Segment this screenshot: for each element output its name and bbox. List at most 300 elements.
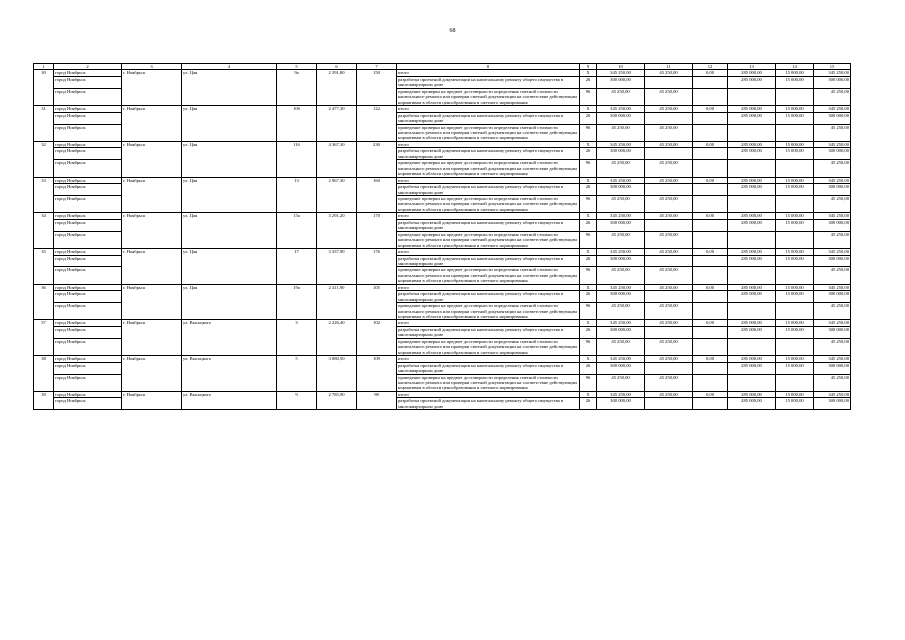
street-cell: ул. Цая: [182, 106, 277, 142]
amount-cell: 15 000,00: [776, 291, 814, 303]
amount-cell: 300 000,00: [814, 362, 851, 374]
house-cell: 9: [277, 391, 317, 409]
amount-cell: [693, 291, 728, 303]
amount-cell: 345 250,00: [814, 213, 851, 219]
work-type-cell: проведение проверки на предмет достоверности определения сметной стоимости капитального ремонта или проверки сметной документации на соответствие действующим нормативам в области ценообразования и сметного нормирования: [397, 160, 580, 177]
amount-cell: 285 000,00: [728, 362, 776, 374]
amount-cell: [693, 267, 728, 284]
house-cell: 10б: [277, 106, 317, 142]
municipality-cell: город Ноябрьск: [54, 338, 122, 355]
amount-cell: [645, 398, 693, 410]
municipality-cell: город Ноябрьск: [54, 398, 122, 410]
amount-cell: 45 250,00: [597, 267, 645, 284]
work-type-cell: итого: [397, 106, 580, 112]
street-cell: ул. Высоцкого: [182, 320, 277, 356]
amount-cell: [693, 338, 728, 355]
amount-cell: [645, 184, 693, 196]
municipality-cell: город Ноябрьск: [54, 326, 122, 338]
residents-cell: 109: [357, 356, 397, 392]
work-type-cell: итого: [397, 391, 580, 397]
amount-cell: 0,00: [693, 106, 728, 112]
amount-cell: 15 000,00: [776, 213, 814, 219]
amount-cell: 15 000,00: [776, 320, 814, 326]
municipality-cell: город Ноябрьск: [54, 112, 122, 124]
code-cell: 26: [580, 148, 597, 160]
amount-cell: 45 250,00: [645, 249, 693, 255]
amount-cell: 15 000,00: [776, 184, 814, 196]
municipality-cell: город Ноябрьск: [54, 284, 122, 290]
work-type-cell: разработка проектной документации на капитальному ремонту общего имущества в многоквартирном доме: [397, 398, 580, 410]
amount-cell: [693, 184, 728, 196]
amount-cell: 345 250,00: [597, 213, 645, 219]
amount-cell: 285 000,00: [728, 249, 776, 255]
work-type-cell: разработка проектной документации на капитальному ремонту общего имущества в многоквартирном доме: [397, 148, 580, 160]
amount-cell: 300 000,00: [814, 326, 851, 338]
street-cell: ул. Высоцкого: [182, 356, 277, 392]
amount-cell: 285 000,00: [728, 320, 776, 326]
work-type-cell: разработка проектной документации на капитальному ремонту общего имущества в многоквартирном доме: [397, 219, 580, 231]
amount-cell: 15 000,00: [776, 219, 814, 231]
locality-cell: г. Ноябрьск: [122, 70, 182, 106]
work-type-cell: итого: [397, 320, 580, 326]
area-cell: 3 080,50: [317, 356, 357, 392]
code-cell: Х: [580, 391, 597, 397]
code-cell: 26: [580, 326, 597, 338]
amount-cell: 0,00: [693, 177, 728, 183]
amount-cell: [693, 255, 728, 267]
residents-cell: 105: [357, 284, 397, 320]
municipality-cell: город Ноябрьск: [54, 160, 122, 177]
amount-cell: [693, 160, 728, 177]
amount-cell: [776, 338, 814, 355]
street-cell: ул. Цая: [182, 249, 277, 285]
amount-cell: 345 250,00: [814, 249, 851, 255]
code-cell: 96: [580, 88, 597, 105]
amount-cell: [728, 303, 776, 320]
column-number: 13: [728, 64, 776, 70]
municipality-cell: город Ноябрьск: [54, 362, 122, 374]
row-number: 30: [34, 70, 54, 106]
amount-cell: 45 250,00: [645, 374, 693, 391]
column-number: 11: [645, 64, 693, 70]
amount-cell: 285 000,00: [728, 112, 776, 124]
house-cell: 17: [277, 249, 317, 285]
residents-cell: 170: [357, 213, 397, 249]
amount-cell: [728, 124, 776, 141]
amount-cell: 285 000,00: [728, 141, 776, 147]
work-type-cell: итого: [397, 356, 580, 362]
municipality-cell: город Ноябрьск: [54, 213, 122, 219]
row-number: 35: [34, 249, 54, 285]
house-cell: 15а: [277, 213, 317, 249]
municipality-cell: город Ноябрьск: [54, 70, 122, 76]
amount-cell: [728, 88, 776, 105]
amount-cell: [728, 267, 776, 284]
work-type-cell: итого: [397, 284, 580, 290]
amount-cell: 0,00: [693, 391, 728, 397]
column-number: 6: [317, 64, 357, 70]
amount-cell: [776, 160, 814, 177]
column-number: 3: [122, 64, 182, 70]
row-number: 31: [34, 106, 54, 142]
column-number: 10: [597, 64, 645, 70]
area-cell: 3 291,20: [317, 213, 357, 249]
amount-cell: [693, 398, 728, 410]
code-cell: Х: [580, 356, 597, 362]
amount-cell: 0,00: [693, 356, 728, 362]
amount-cell: [645, 362, 693, 374]
amount-cell: 345 250,00: [814, 356, 851, 362]
amount-cell: [693, 195, 728, 212]
code-cell: 96: [580, 267, 597, 284]
amount-cell: 45 250,00: [597, 160, 645, 177]
row-number: 32: [34, 141, 54, 177]
amount-cell: 15 000,00: [776, 76, 814, 88]
amount-cell: 345 250,00: [597, 249, 645, 255]
amount-cell: 345 250,00: [597, 320, 645, 326]
code-cell: 96: [580, 231, 597, 248]
code-cell: 26: [580, 219, 597, 231]
amount-cell: [776, 231, 814, 248]
amount-cell: [645, 112, 693, 124]
work-type-cell: разработка проектной документации на капитальному ремонту общего имущества в многоквартирном доме: [397, 112, 580, 124]
residents-cell: 150: [357, 70, 397, 106]
amount-cell: 45 250,00: [645, 124, 693, 141]
amount-cell: [693, 362, 728, 374]
amount-cell: 15 000,00: [776, 326, 814, 338]
area-cell: 2 967,30: [317, 177, 357, 213]
amount-cell: 45 250,00: [814, 231, 851, 248]
municipality-cell: город Ноябрьск: [54, 195, 122, 212]
code-cell: 96: [580, 124, 597, 141]
work-type-cell: итого: [397, 213, 580, 219]
work-type-cell: разработка проектной документации на капитальному ремонту общего имущества в многоквартирном доме: [397, 362, 580, 374]
amount-cell: 345 250,00: [597, 356, 645, 362]
amount-cell: 45 250,00: [645, 338, 693, 355]
amount-cell: 300 000,00: [597, 219, 645, 231]
house-cell: 9а: [277, 70, 317, 106]
amount-cell: [728, 195, 776, 212]
amount-cell: 345 250,00: [597, 106, 645, 112]
amount-cell: 15 000,00: [776, 284, 814, 290]
area-cell: 2 391,80: [317, 70, 357, 106]
municipality-cell: город Ноябрьск: [54, 76, 122, 88]
municipality-cell: город Ноябрьск: [54, 141, 122, 147]
amount-cell: [776, 374, 814, 391]
amount-cell: 15 000,00: [776, 141, 814, 147]
house-cell: 11б: [277, 141, 317, 177]
amount-cell: 45 250,00: [645, 320, 693, 326]
amount-cell: 300 000,00: [597, 76, 645, 88]
work-type-cell: проведение проверки на предмет достоверности определения сметной стоимости капитального ремонта или проверки сметной документации на соответствие действующим нормативам в области ценообразования и сметного нормирования: [397, 267, 580, 284]
locality-cell: г. Ноябрьск: [122, 320, 182, 356]
amount-cell: 45 250,00: [597, 338, 645, 355]
amount-cell: [645, 76, 693, 88]
municipality-cell: город Ноябрьск: [54, 88, 122, 105]
amount-cell: 45 250,00: [645, 303, 693, 320]
work-type-cell: разработка проектной документации на капитальному ремонту общего имущества в многоквартирном доме: [397, 326, 580, 338]
amount-cell: [728, 338, 776, 355]
amount-cell: 45 250,00: [645, 177, 693, 183]
amount-cell: 45 250,00: [645, 160, 693, 177]
residents-cell: 160: [357, 177, 397, 213]
amount-cell: [728, 374, 776, 391]
amount-cell: 45 250,00: [814, 160, 851, 177]
row-number: 39: [34, 391, 54, 409]
amount-cell: 15 000,00: [776, 177, 814, 183]
street-cell: ул. Цая: [182, 70, 277, 106]
house-cell: 5: [277, 356, 317, 392]
code-cell: 26: [580, 255, 597, 267]
amount-cell: 285 000,00: [728, 291, 776, 303]
amount-cell: 300 000,00: [814, 398, 851, 410]
amount-cell: [693, 374, 728, 391]
work-type-cell: проведение проверки на предмет достоверности определения сметной стоимости капитального ремонта или проверки сметной документации на соответствие действующим нормативам в области ценообразования и сметного нормирования: [397, 231, 580, 248]
amount-cell: [693, 148, 728, 160]
municipality-cell: город Ноябрьск: [54, 231, 122, 248]
area-cell: 2 477,30: [317, 106, 357, 142]
amount-cell: 45 250,00: [597, 303, 645, 320]
amount-cell: 45 250,00: [814, 374, 851, 391]
residents-cell: 102: [357, 320, 397, 356]
municipality-cell: город Ноябрьск: [54, 356, 122, 362]
street-cell: ул. Цая: [182, 213, 277, 249]
amount-cell: 300 000,00: [597, 255, 645, 267]
amount-cell: 300 000,00: [814, 219, 851, 231]
amount-cell: 345 250,00: [814, 320, 851, 326]
row-number: 38: [34, 356, 54, 392]
amount-cell: 45 250,00: [645, 391, 693, 397]
code-cell: 26: [580, 76, 597, 88]
area-cell: 2 785,90: [317, 391, 357, 409]
amount-cell: 300 000,00: [597, 291, 645, 303]
municipality-cell: город Ноябрьск: [54, 219, 122, 231]
code-cell: 26: [580, 362, 597, 374]
amount-cell: [776, 88, 814, 105]
amount-cell: 0,00: [693, 213, 728, 219]
amount-cell: [693, 124, 728, 141]
amount-cell: [645, 148, 693, 160]
amount-cell: 45 250,00: [645, 213, 693, 219]
row-number: 34: [34, 213, 54, 249]
municipality-cell: город Ноябрьск: [54, 374, 122, 391]
work-type-cell: проведение проверки на предмет достоверности определения сметной стоимости капитального ремонта или проверки сметной документации на соответствие действующим нормативам в области ценообразования и сметного нормирования: [397, 374, 580, 391]
amount-cell: 285 000,00: [728, 177, 776, 183]
municipality-cell: город Ноябрьск: [54, 303, 122, 320]
amount-cell: 15 000,00: [776, 148, 814, 160]
work-type-cell: разработка проектной документации на капитальному ремонту общего имущества в многоквартирном доме: [397, 76, 580, 88]
amount-cell: 300 000,00: [597, 362, 645, 374]
amount-cell: 300 000,00: [597, 148, 645, 160]
municipality-cell: город Ноябрьск: [54, 291, 122, 303]
amount-cell: 0,00: [693, 284, 728, 290]
house-cell: 13: [277, 177, 317, 213]
locality-cell: г. Ноябрьск: [122, 391, 182, 409]
amount-cell: [645, 255, 693, 267]
amount-cell: 15 000,00: [776, 398, 814, 410]
code-cell: Х: [580, 106, 597, 112]
municipality-cell: город Ноябрьск: [54, 177, 122, 183]
amount-cell: [645, 219, 693, 231]
amount-cell: 300 000,00: [814, 112, 851, 124]
amount-cell: 45 250,00: [645, 284, 693, 290]
work-type-cell: итого: [397, 70, 580, 76]
amount-cell: 45 250,00: [814, 195, 851, 212]
amount-cell: 285 000,00: [728, 70, 776, 76]
column-number: 12: [693, 64, 728, 70]
amount-cell: 45 250,00: [597, 231, 645, 248]
amount-cell: 300 000,00: [814, 148, 851, 160]
row-number: 36: [34, 284, 54, 320]
page-number: 68: [449, 28, 456, 34]
amount-cell: [693, 303, 728, 320]
amount-cell: 45 250,00: [645, 88, 693, 105]
amount-cell: [728, 231, 776, 248]
amount-cell: [645, 326, 693, 338]
code-cell: 96: [580, 338, 597, 355]
amount-cell: 45 250,00: [645, 231, 693, 248]
amount-cell: 345 250,00: [814, 106, 851, 112]
work-type-cell: итого: [397, 249, 580, 255]
amount-cell: 285 000,00: [728, 76, 776, 88]
amount-cell: 345 250,00: [814, 141, 851, 147]
amount-cell: 345 250,00: [814, 391, 851, 397]
code-cell: 96: [580, 195, 597, 212]
municipality-cell: город Ноябрьск: [54, 391, 122, 397]
amount-cell: 15 000,00: [776, 255, 814, 267]
code-cell: Х: [580, 320, 597, 326]
amount-cell: 15 000,00: [776, 106, 814, 112]
amount-cell: 45 250,00: [597, 124, 645, 141]
amount-cell: 300 000,00: [597, 184, 645, 196]
amount-cell: [728, 160, 776, 177]
amount-cell: 15 000,00: [776, 249, 814, 255]
locality-cell: г. Ноябрьск: [122, 141, 182, 177]
amount-cell: 345 250,00: [814, 177, 851, 183]
street-cell: ул. Цая: [182, 284, 277, 320]
amount-cell: 45 250,00: [645, 267, 693, 284]
amount-cell: 285 000,00: [728, 326, 776, 338]
amount-cell: [693, 326, 728, 338]
code-cell: 96: [580, 160, 597, 177]
municipality-cell: город Ноябрьск: [54, 320, 122, 326]
code-cell: Х: [580, 284, 597, 290]
locality-cell: г. Ноябрьск: [122, 356, 182, 392]
amount-cell: [776, 303, 814, 320]
residents-cell: 122: [357, 106, 397, 142]
amount-cell: 15 000,00: [776, 391, 814, 397]
amount-cell: 0,00: [693, 70, 728, 76]
amount-cell: 285 000,00: [728, 391, 776, 397]
municipality-cell: город Ноябрьск: [54, 106, 122, 112]
work-type-cell: проведение проверки на предмет достоверности определения сметной стоимости капитального ремонта или проверки сметной документации на соответствие действующим нормативам в области ценообразования и сметного нормирования: [397, 195, 580, 212]
amount-cell: 45 250,00: [597, 88, 645, 105]
work-type-cell: итого: [397, 177, 580, 183]
amount-cell: 285 000,00: [728, 213, 776, 219]
amount-cell: 300 000,00: [597, 326, 645, 338]
amount-cell: [776, 195, 814, 212]
code-cell: 26: [580, 291, 597, 303]
code-cell: Х: [580, 213, 597, 219]
code-cell: Х: [580, 70, 597, 76]
amount-cell: 45 250,00: [645, 195, 693, 212]
amount-cell: 15 000,00: [776, 112, 814, 124]
street-cell: ул. Высоцкого: [182, 391, 277, 409]
column-number: 15: [814, 64, 851, 70]
amount-cell: 45 250,00: [814, 267, 851, 284]
amount-cell: 15 000,00: [776, 362, 814, 374]
amount-cell: 285 000,00: [728, 148, 776, 160]
work-type-cell: разработка проектной документации на капитальному ремонту общего имущества в многоквартирном доме: [397, 184, 580, 196]
amount-cell: [693, 76, 728, 88]
column-number: 8: [397, 64, 580, 70]
amount-cell: 45 250,00: [645, 141, 693, 147]
area-cell: 2 226,40: [317, 320, 357, 356]
code-cell: 26: [580, 184, 597, 196]
municipality-cell: город Ноябрьск: [54, 249, 122, 255]
amount-cell: 285 000,00: [728, 219, 776, 231]
amount-cell: [776, 124, 814, 141]
column-number: 14: [776, 64, 814, 70]
amount-cell: 345 250,00: [597, 70, 645, 76]
column-number: 4: [182, 64, 277, 70]
amount-cell: 45 250,00: [645, 356, 693, 362]
locality-cell: г. Ноябрьск: [122, 249, 182, 285]
code-cell: 26: [580, 398, 597, 410]
amount-cell: 345 250,00: [597, 141, 645, 147]
amount-cell: 0,00: [693, 249, 728, 255]
amount-cell: 345 250,00: [814, 284, 851, 290]
amount-cell: 45 250,00: [597, 195, 645, 212]
column-number: 2: [54, 64, 122, 70]
row-number: 37: [34, 320, 54, 356]
municipality-cell: город Ноябрьск: [54, 124, 122, 141]
locality-cell: г. Ноябрьск: [122, 106, 182, 142]
amount-cell: 45 250,00: [814, 303, 851, 320]
capital-repair-table: [33, 63, 851, 410]
amount-cell: 345 250,00: [814, 70, 851, 76]
municipality-cell: город Ноябрьск: [54, 255, 122, 267]
area-cell: 3 337,90: [317, 249, 357, 285]
amount-cell: [693, 231, 728, 248]
amount-cell: 45 250,00: [814, 124, 851, 141]
amount-cell: [693, 112, 728, 124]
amount-cell: 285 000,00: [728, 356, 776, 362]
amount-cell: [776, 267, 814, 284]
code-cell: 96: [580, 303, 597, 320]
amount-cell: 285 000,00: [728, 184, 776, 196]
amount-cell: 285 000,00: [728, 255, 776, 267]
amount-cell: [693, 88, 728, 105]
municipality-cell: город Ноябрьск: [54, 267, 122, 284]
code-cell: Х: [580, 249, 597, 255]
amount-cell: 45 250,00: [814, 338, 851, 355]
street-cell: ул. Цая: [182, 177, 277, 213]
amount-cell: 45 250,00: [814, 88, 851, 105]
amount-cell: 45 250,00: [645, 106, 693, 112]
code-cell: 26: [580, 112, 597, 124]
work-type-cell: проведение проверки на предмет достоверности определения сметной стоимости капитального ремонта или проверки сметной документации на соответствие действующим нормативам в области ценообразования и сметного нормирования: [397, 338, 580, 355]
locality-cell: г. Ноябрьск: [122, 213, 182, 249]
amount-cell: 300 000,00: [814, 76, 851, 88]
amount-cell: 300 000,00: [814, 255, 851, 267]
house-cell: 3: [277, 320, 317, 356]
locality-cell: г. Ноябрьск: [122, 284, 182, 320]
work-type-cell: разработка проектной документации на капитальному ремонту общего имущества в многоквартирном доме: [397, 255, 580, 267]
code-cell: Х: [580, 141, 597, 147]
code-cell: 96: [580, 374, 597, 391]
column-number: 5: [277, 64, 317, 70]
